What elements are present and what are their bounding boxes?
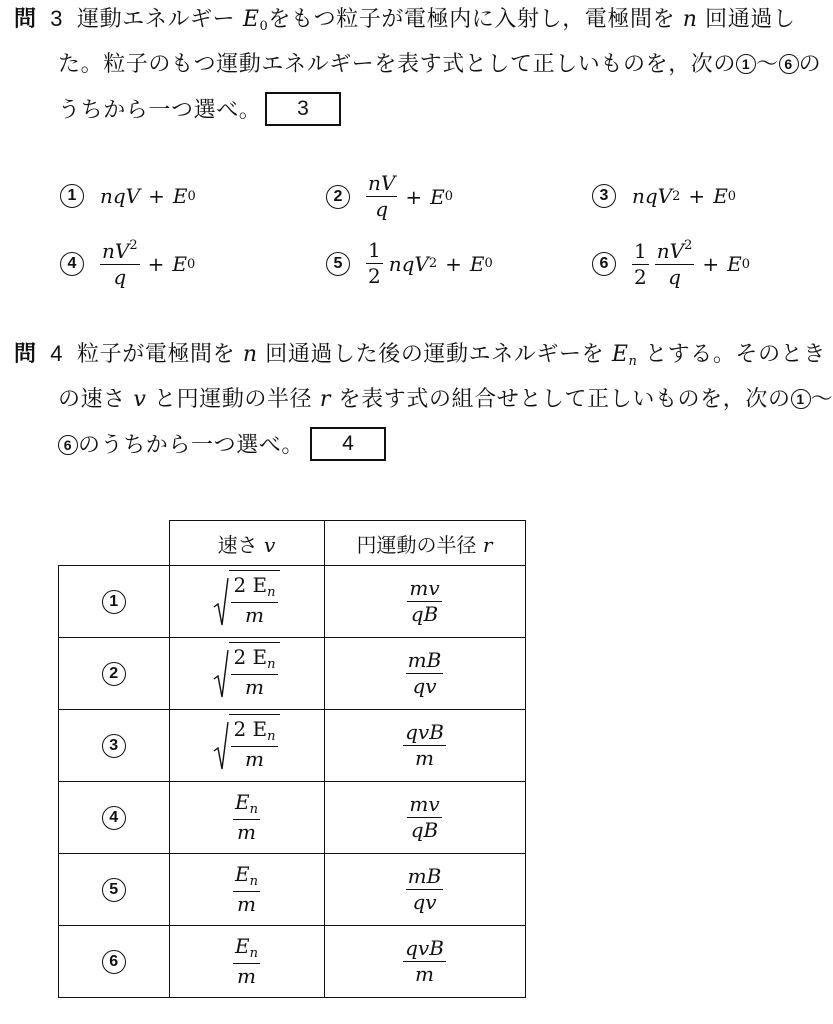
circled-6-icon: 6 xyxy=(779,54,799,74)
q3-text-1c: 回通過し xyxy=(705,7,796,32)
option-3-expression: nqV 2 + E 0 xyxy=(632,184,737,208)
q3-tilde: 〜 xyxy=(756,52,779,77)
table-corner-cell xyxy=(59,521,170,566)
q3-text-1b: をもつ粒子が電極内に入射し，電極間を xyxy=(268,7,676,32)
q4-text-1c: とする。そのとき xyxy=(645,342,826,367)
q3-text-3: うちから一つ選べ。 xyxy=(58,98,262,123)
q3-option-2[interactable] xyxy=(326,172,453,221)
circled-4-icon: 4 xyxy=(102,806,126,830)
circled-5-icon: 5 xyxy=(102,878,126,902)
q4-text-1a: 粒子が電極間を xyxy=(77,342,236,367)
choice-number-cell[interactable] xyxy=(59,782,170,854)
choice-number-cell[interactable] xyxy=(59,710,170,782)
q3-option-4[interactable] xyxy=(60,239,195,289)
choice-number-cell[interactable] xyxy=(59,566,170,638)
q4-text-2b: と円運動の半径 xyxy=(154,387,313,412)
circled-2-icon: 2 xyxy=(102,662,126,686)
option-6-expression: $\frac{1}{2}$ $\frac{nV^2}{q}$ + E 0 xyxy=(634,238,750,289)
choice-number-cell[interactable] xyxy=(59,926,170,998)
speed-expression-cell: $\frac{E_n}{m}$ xyxy=(169,926,324,998)
q3-line-2 xyxy=(58,50,821,80)
radius-expression-cell: $\frac{\text{qvB}}{m}$ xyxy=(324,710,525,782)
table-row[interactable] xyxy=(59,854,526,926)
circled-3-icon: 3 xyxy=(102,734,126,758)
table-header-row xyxy=(59,521,526,566)
radius-expression-cell: $\frac{mB}{qv}$ xyxy=(324,638,525,710)
q4-text-2c: を表す式の組合せとして正しいものを，次の xyxy=(338,387,791,412)
circled-3-icon: 3 xyxy=(592,184,616,208)
circled-2-icon: 2 xyxy=(326,185,350,209)
q4-n-symbol: n xyxy=(242,342,258,367)
circled-4-icon: 4 xyxy=(60,252,84,276)
q3-energy-symbol: $E_0$ xyxy=(242,7,269,34)
choice-number-cell[interactable] xyxy=(59,638,170,710)
q3-answer-box[interactable]: 3 xyxy=(265,92,341,126)
speed-expression-cell: $\frac{E_n}{m}$ xyxy=(169,782,324,854)
option-4-expression: $\frac{nV^2}{q}$ + E 0 xyxy=(102,238,196,289)
radius-expression-cell: $\frac{\text{qvB}}{m}$ xyxy=(324,926,525,998)
table-row[interactable] xyxy=(59,782,526,854)
circled-1-icon: 1 xyxy=(791,389,811,409)
circled-1-icon: 1 xyxy=(736,54,756,74)
circled-6-icon: 6 xyxy=(58,435,78,455)
choice-number-cell[interactable] xyxy=(59,854,170,926)
option-2-expression: $\frac{nV}{q}$ + E 0 xyxy=(368,171,453,221)
table-row[interactable] xyxy=(59,926,526,998)
table-row[interactable] xyxy=(59,566,526,638)
q4-answer-box[interactable]: 4 xyxy=(310,427,386,461)
radius-expression-cell: $\frac{mv}{qB}$ xyxy=(324,782,525,854)
q4-label: 問 xyxy=(14,342,37,367)
q3-option-3[interactable] xyxy=(592,184,736,208)
q3-line-3 xyxy=(58,96,261,126)
square-root-sign: $\frac{2 E_n}{m}$ xyxy=(213,642,279,699)
circled-6-icon: 6 xyxy=(592,252,616,276)
answer-table xyxy=(58,520,526,998)
option-5-expression: $\frac{1}{2}$ nqV 2 + E 0 xyxy=(368,238,493,288)
q3-text-2a: た。粒子のもつ運動エネルギーを表す式として正しいものを，次の xyxy=(58,52,737,77)
q4-text-1b: 回通過した後の運動エネルギーを xyxy=(265,342,605,367)
q4-line-3 xyxy=(58,431,304,461)
q4-tilde: 〜 xyxy=(810,387,833,412)
speed-expression-cell: $\frac{E_n}{m}$ xyxy=(169,854,324,926)
q3-option-5[interactable] xyxy=(326,239,493,288)
q4-number: 4 xyxy=(50,341,64,366)
q3-label: 問 xyxy=(14,7,37,32)
q3-option-1[interactable] xyxy=(60,184,196,208)
circled-1-icon: 1 xyxy=(60,184,84,208)
q4-text-2a: の速さ xyxy=(58,387,126,412)
column-header-radius: 円運動の半径 r xyxy=(324,521,525,566)
q3-text-1a: 運動エネルギー xyxy=(77,7,236,32)
speed-expression-cell xyxy=(169,638,324,710)
q3-number: 3 xyxy=(50,6,64,31)
square-root-sign: $\frac{2 E_n}{m}$ xyxy=(213,714,279,771)
option-1-expression: nqV + E 0 xyxy=(100,184,196,208)
table-row[interactable] xyxy=(59,710,526,782)
table-row[interactable] xyxy=(59,638,526,710)
q4-r-symbol: r xyxy=(319,387,331,412)
column-header-speed: 速さ v xyxy=(169,521,324,566)
circled-5-icon: 5 xyxy=(326,252,350,276)
q3-text-2b: の xyxy=(798,52,822,77)
q4-line-1 xyxy=(14,339,826,377)
square-root-sign: $\frac{2 E_n}{m}$ xyxy=(213,570,279,627)
q3-option-6[interactable] xyxy=(592,239,750,289)
circled-1-icon: 1 xyxy=(102,590,126,614)
radius-expression-cell: $\frac{mv}{qB}$ xyxy=(324,566,525,638)
speed-expression-cell xyxy=(169,710,324,782)
q4-energy-symbol: $E_n$ xyxy=(611,342,638,369)
q3-line-1 xyxy=(14,4,796,42)
radius-expression-cell: $\frac{mB}{qv}$ xyxy=(324,854,525,926)
q4-text-3: のうちから一つ選べ。 xyxy=(78,433,305,458)
q3-n-symbol: n xyxy=(682,7,698,32)
circled-6-icon: 6 xyxy=(102,950,126,974)
q4-v-symbol: v xyxy=(133,387,147,412)
speed-expression-cell xyxy=(169,566,324,638)
q4-line-2 xyxy=(58,385,833,415)
